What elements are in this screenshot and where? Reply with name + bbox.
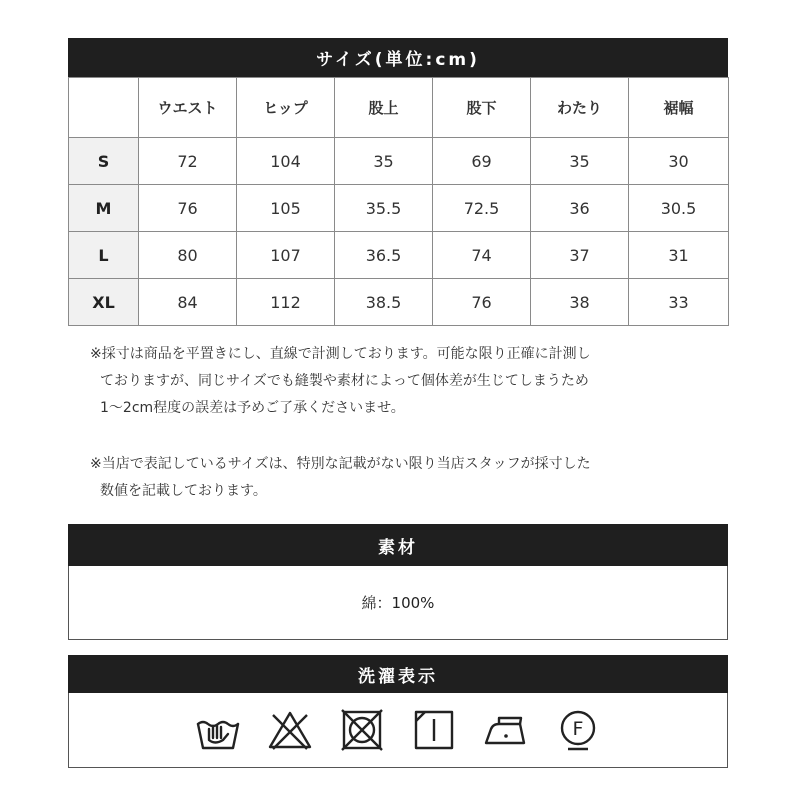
table-cell: 72 (139, 138, 237, 185)
table-cell: 112 (237, 279, 335, 326)
dry-clean-f-icon (555, 707, 601, 753)
material-value: 綿：100% (361, 594, 435, 612)
size-table-header-row (69, 78, 729, 138)
material-box (68, 566, 728, 640)
size-label: S (69, 138, 139, 185)
column-header-rise: 股上 (335, 78, 433, 138)
table-cell: 74 (433, 232, 531, 279)
table-cell: 76 (433, 279, 531, 326)
table-cell: 84 (139, 279, 237, 326)
note-line: ※当店で表記しているサイズは、特別な記載がない限り当店スタッフが採寸した (90, 456, 591, 472)
column-header-waist: ウエスト (139, 78, 237, 138)
no-tumble-dry-icon (339, 707, 385, 753)
care-section-title: 洗濯表示 (68, 655, 728, 693)
care-icons-box (68, 693, 728, 768)
table-row (69, 232, 729, 279)
note-line: ※採寸は商品を平置きにし、直線で計測しております。可能な限り正確に計測し (90, 346, 591, 362)
table-cell: 35.5 (335, 185, 433, 232)
table-cell: 30 (629, 138, 729, 185)
no-bleach-icon (267, 707, 313, 753)
table-cell: 36.5 (335, 232, 433, 279)
table-row (69, 185, 729, 232)
table-row (69, 279, 729, 326)
table-cell: 31 (629, 232, 729, 279)
table-cell: 105 (237, 185, 335, 232)
table-cell: 107 (237, 232, 335, 279)
line-dry-icon (411, 707, 457, 753)
column-header-hip: ヒップ (237, 78, 335, 138)
table-cell: 35 (531, 138, 629, 185)
size-section-title: サイズ(単位:cm) (68, 38, 728, 77)
dry-clean-letter: F (572, 718, 584, 740)
size-label: M (69, 185, 139, 232)
table-cell: 30.5 (629, 185, 729, 232)
column-header-thigh: わたり (531, 78, 629, 138)
note-line: ておりますが、同じサイズでも縫製や素材によって個体差が生じてしまうため (100, 373, 589, 389)
table-cell: 38.5 (335, 279, 433, 326)
table-cell: 36 (531, 185, 629, 232)
table-cell: 104 (237, 138, 335, 185)
material-section-title: 素材 (68, 524, 728, 566)
table-cell: 35 (335, 138, 433, 185)
size-display-note (90, 451, 730, 505)
size-label: XL (69, 279, 139, 326)
table-cell: 69 (433, 138, 531, 185)
table-cell: 76 (139, 185, 237, 232)
table-cell: 33 (629, 279, 729, 326)
table-cell: 72.5 (433, 185, 531, 232)
table-cell: 37 (531, 232, 629, 279)
column-header-hem: 裾幅 (629, 78, 729, 138)
measurement-note (90, 341, 730, 422)
column-header-inseam: 股下 (433, 78, 531, 138)
hand-wash-icon (195, 707, 241, 753)
table-cell: 38 (531, 279, 629, 326)
iron-low-icon (483, 707, 529, 753)
table-cell: 80 (139, 232, 237, 279)
note-line: 数値を記載しております。 (100, 483, 267, 499)
note-line: 1〜2cm程度の誤差は予めご了承くださいませ。 (100, 400, 405, 416)
size-table-corner (69, 78, 139, 138)
size-table (68, 77, 729, 326)
size-label: L (69, 232, 139, 279)
table-row (69, 138, 729, 185)
